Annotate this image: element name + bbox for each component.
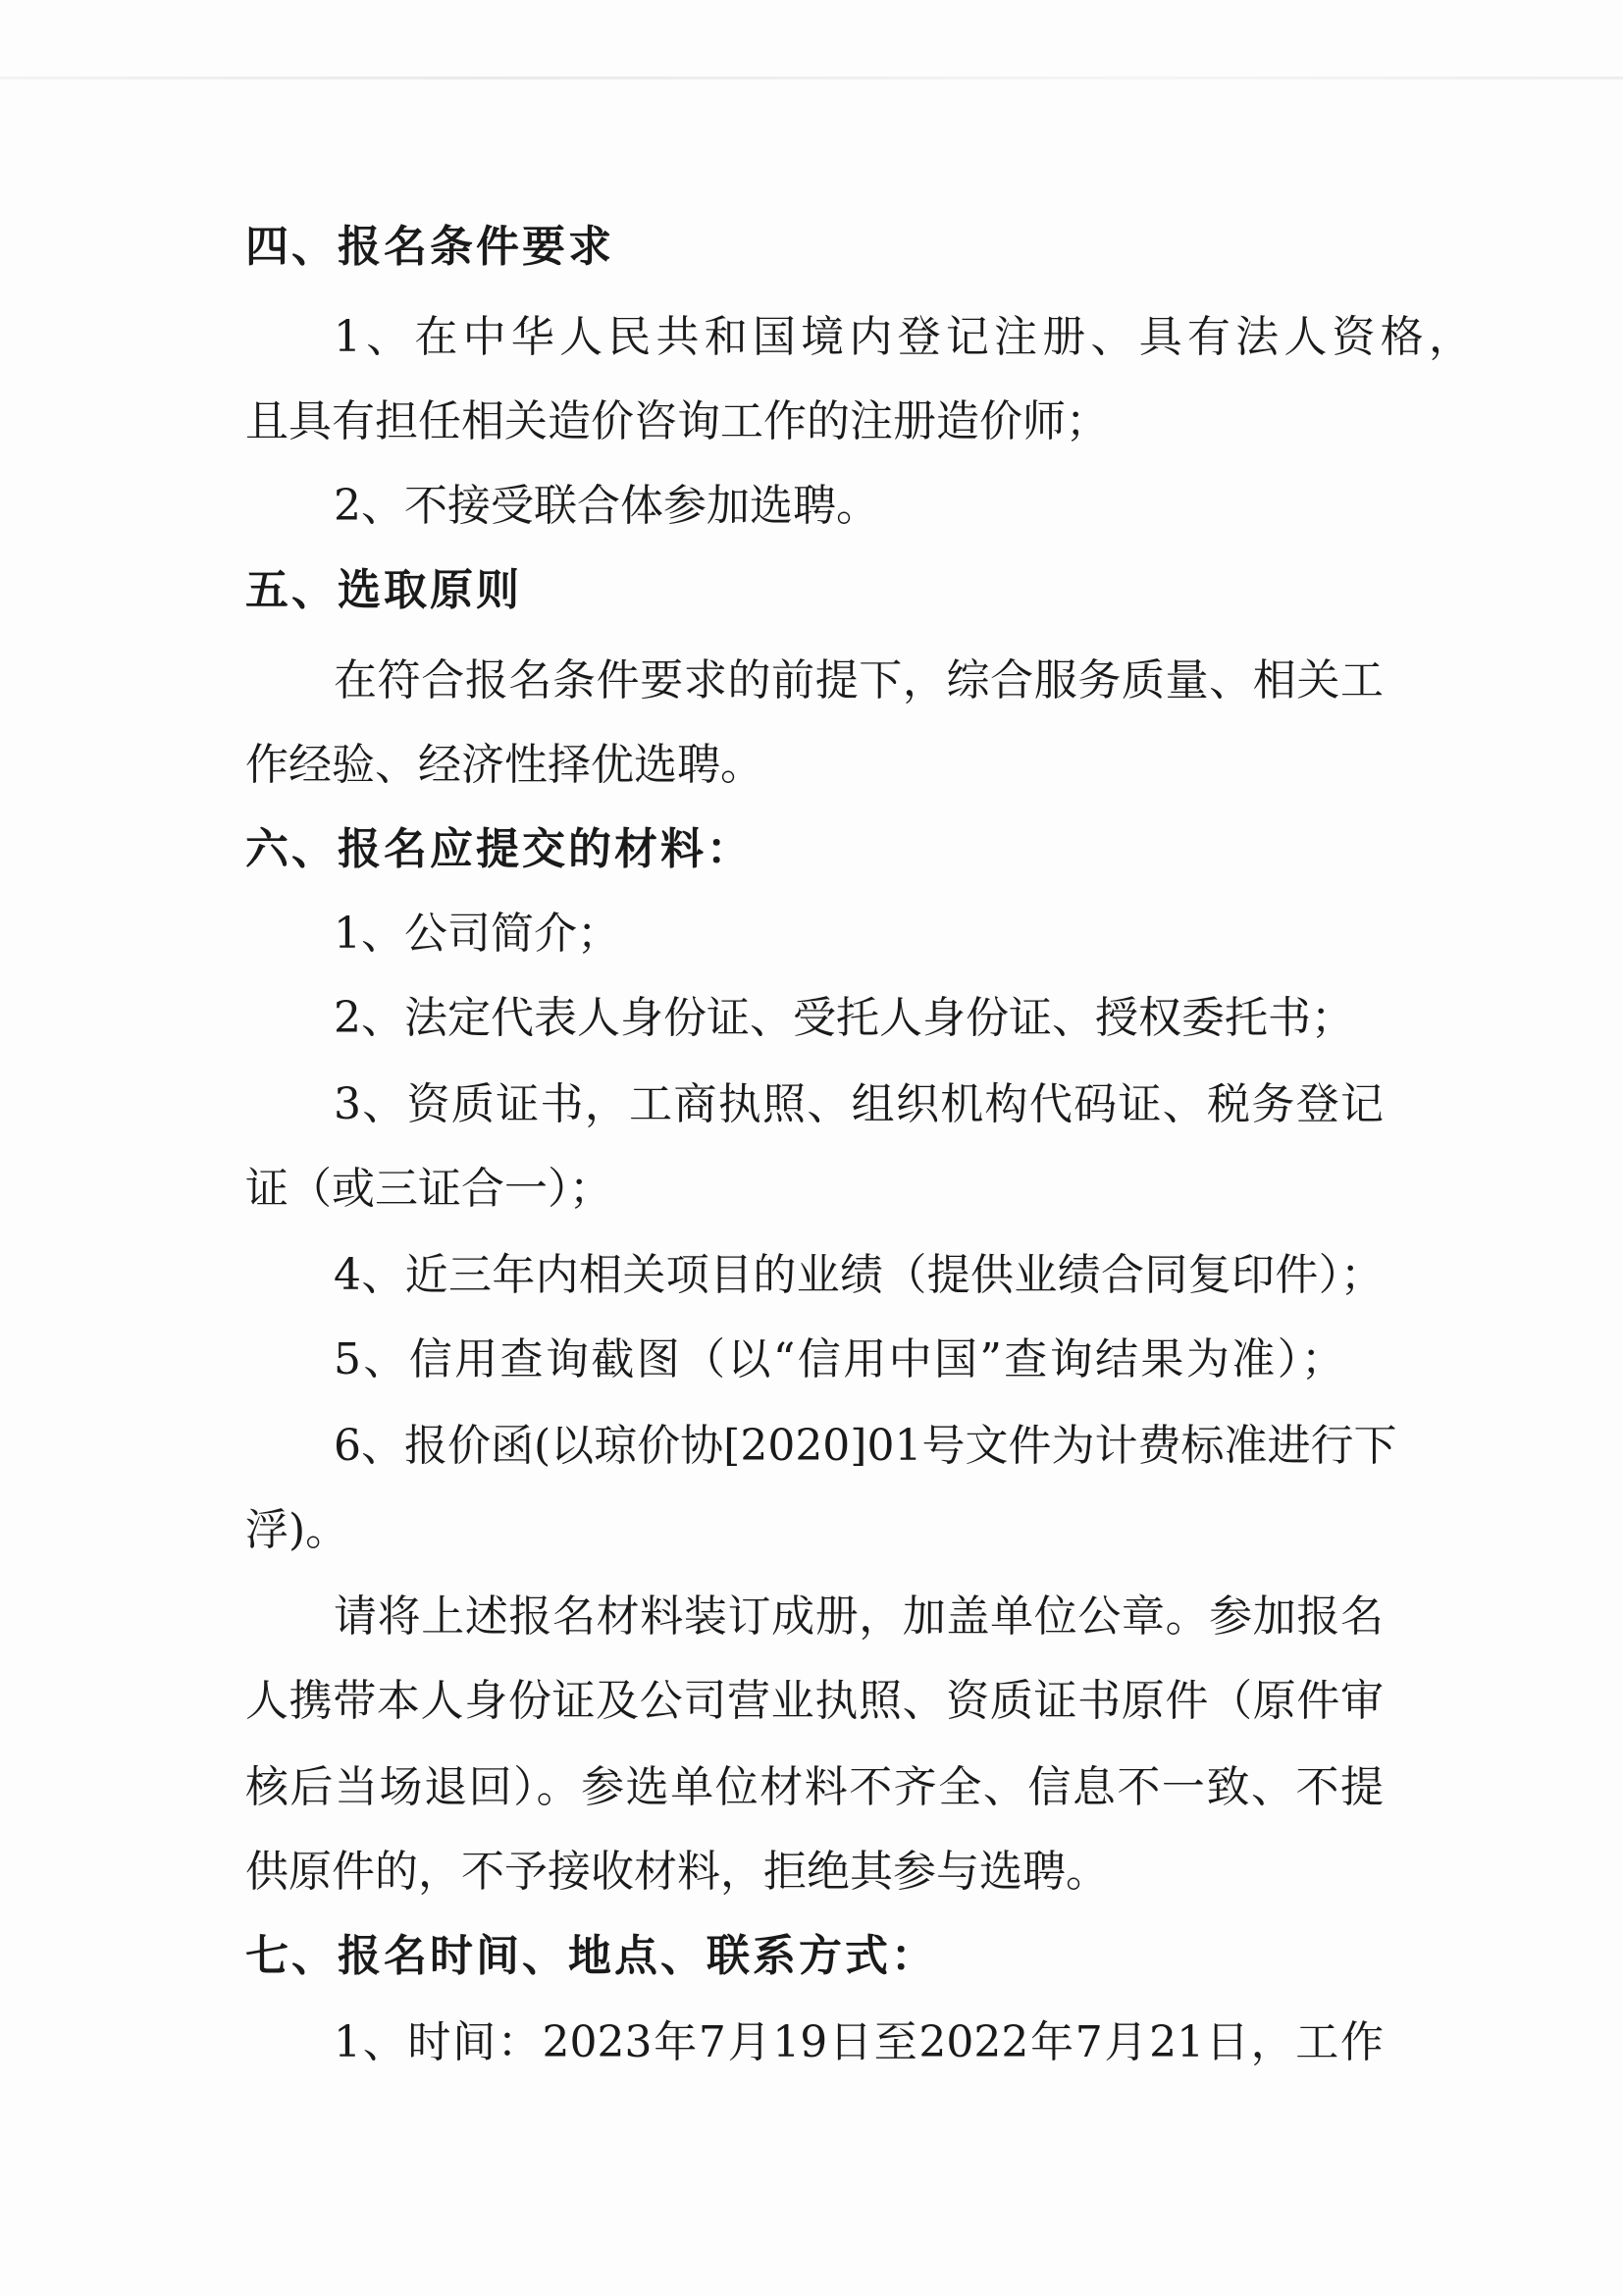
section-heading-6: 六、报名应提交的材料：	[245, 824, 753, 874]
paragraph-line: 请将上述报名材料装订成册，加盖单位公章。参加报名	[334, 1592, 1384, 1642]
paragraph-line: 1、公司简介；	[334, 909, 620, 959]
paragraph-line: 2、不接受联合体参加选聘。	[334, 481, 879, 531]
paragraph-line: 5、信用查询截图（以“信用中国”查询结果为准）；	[334, 1334, 1344, 1384]
paragraph-line: 1、在中华人民共和国境内登记注册、具有法人资格，	[334, 312, 1472, 362]
paragraph-line: 供原件的，不予接收材料，拒绝其参与选聘。	[245, 1847, 1109, 1897]
paragraph-line: 2、法定代表人身份证、受托人身份证、授权委托书；	[334, 993, 1354, 1043]
paragraph-line: 作经验、经济性择优选聘。	[245, 740, 763, 790]
paragraph-line: 1、时间：2023年7月19日至2022年7月21日，工作	[334, 2017, 1384, 2067]
section-heading-4: 四、报名条件要求	[245, 222, 614, 272]
paragraph-line: 人携带本人身份证及公司营业执照、资质证书原件（原件审	[245, 1676, 1384, 1726]
scan-edge	[0, 77, 1623, 79]
paragraph-line: 4、近三年内相关项目的业绩（提供业绩合同复印件）；	[334, 1250, 1384, 1300]
paragraph-line: 且具有担任相关造价咨询工作的注册造价师；	[245, 396, 1109, 446]
paragraph-line: 浮)。	[245, 1505, 349, 1555]
paragraph-line: 核后当场退回）。参选单位材料不齐全、信息不一致、不提	[245, 1762, 1384, 1812]
paragraph-line: 6、报价函(以琼价协[2020]01号文件为计费标准进行下	[334, 1421, 1397, 1471]
paragraph-line: 证（或三证合一）；	[245, 1164, 612, 1214]
paragraph-line: 在符合报名条件要求的前提下，综合服务质量、相关工	[334, 655, 1384, 705]
paragraph-line: 3、资质证书，工商执照、组织机构代码证、税务登记	[334, 1079, 1384, 1129]
section-heading-7: 七、报名时间、地点、联系方式：	[245, 1931, 937, 1981]
section-heading-5: 五、选取原则	[245, 565, 522, 615]
